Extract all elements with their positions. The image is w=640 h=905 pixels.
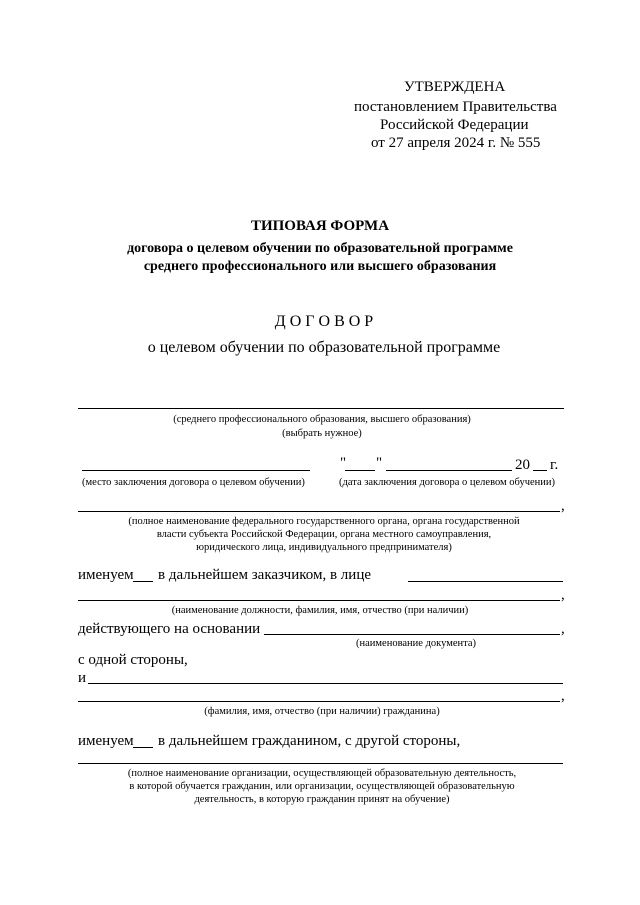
education-org-caption: в которой обучается гражданин, или организации, осуществляющей образовательную (129, 781, 515, 792)
citizen-line-2[interactable] (78, 701, 560, 702)
comma: , (561, 498, 565, 514)
one-side-text: с одной стороны, (78, 652, 188, 668)
form-subtitle: договора о целевом обучении по образовательной программе (127, 241, 513, 256)
approval-line: Российской Федерации (380, 117, 529, 133)
named-customer-text: в дальнейшем заказчиком, в лице (158, 567, 372, 583)
citizen-ending-line[interactable] (133, 747, 153, 748)
form-title: ТИПОВАЯ ФОРМА (250, 218, 390, 234)
place-line[interactable] (82, 470, 310, 471)
place-caption: (место заключения договора о целевом обучении) (82, 477, 305, 488)
citizen-caption: (фамилия, имя, отчество (при наличии) гражданина) (204, 706, 440, 717)
year-prefix: 20 (515, 457, 530, 473)
contract-title: Д О Г О В О Р (274, 313, 374, 330)
and-text: и (78, 670, 87, 686)
education-org-line[interactable] (78, 763, 563, 764)
education-org-caption: (полное наименование организации, осуществляющей образовательную деятельность, (127, 768, 517, 779)
comma: , (561, 621, 565, 637)
day-line[interactable] (345, 470, 375, 471)
position-caption: (наименование должности, фамилия, имя, отчество (при наличии) (171, 605, 469, 616)
approval-date: от 27 апреля 2024 г. № 555 (371, 135, 541, 151)
date-caption: (дата заключения договора о целевом обучении) (339, 477, 556, 488)
position-line[interactable] (78, 600, 560, 601)
organization-caption: власти субъекта Российской Федерации, органа местного самоуправления, (156, 529, 492, 540)
month-line[interactable] (386, 470, 512, 471)
document-caption: (наименование документа) (356, 638, 477, 649)
named-customer-label: именуем (78, 567, 134, 583)
acting-basis-label: действующего на основании (78, 621, 261, 637)
organization-line[interactable] (78, 511, 560, 512)
comma: , (561, 587, 565, 603)
quote-close: " (376, 455, 383, 471)
basis-document-line[interactable] (264, 634, 560, 635)
customer-ending-line[interactable] (133, 581, 153, 582)
citizen-line[interactable] (88, 683, 563, 684)
education-org-caption: деятельность, в которую гражданин принят на обучение) (194, 794, 450, 805)
organization-caption: юридического лица, индивидуального предпринимателя) (196, 542, 452, 553)
program-caption-note: (выбрать нужное) (282, 428, 362, 439)
program-line[interactable] (78, 408, 564, 409)
quote-open: " (340, 455, 347, 471)
year-line[interactable] (533, 470, 547, 471)
form-subtitle: среднего профессионального или высшего образования (143, 259, 497, 274)
organization-caption: (полное наименование федерального государственного органа, органа государственной (128, 516, 520, 527)
named-citizen-text: в дальнейшем гражданином, с другой стороны, (158, 733, 461, 749)
year-suffix: г. (550, 457, 559, 473)
representative-line[interactable] (408, 581, 563, 582)
approval-line: постановлением Правительства (354, 99, 557, 115)
comma: , (561, 688, 565, 704)
program-caption: (среднего профессионального образования, высшего образования) (173, 414, 471, 425)
contract-subtitle: о целевом обучении по образовательной программе (147, 339, 501, 356)
approval-title: УТВЕРЖДЕНА (404, 79, 506, 95)
named-citizen-label: именуем (78, 733, 134, 749)
